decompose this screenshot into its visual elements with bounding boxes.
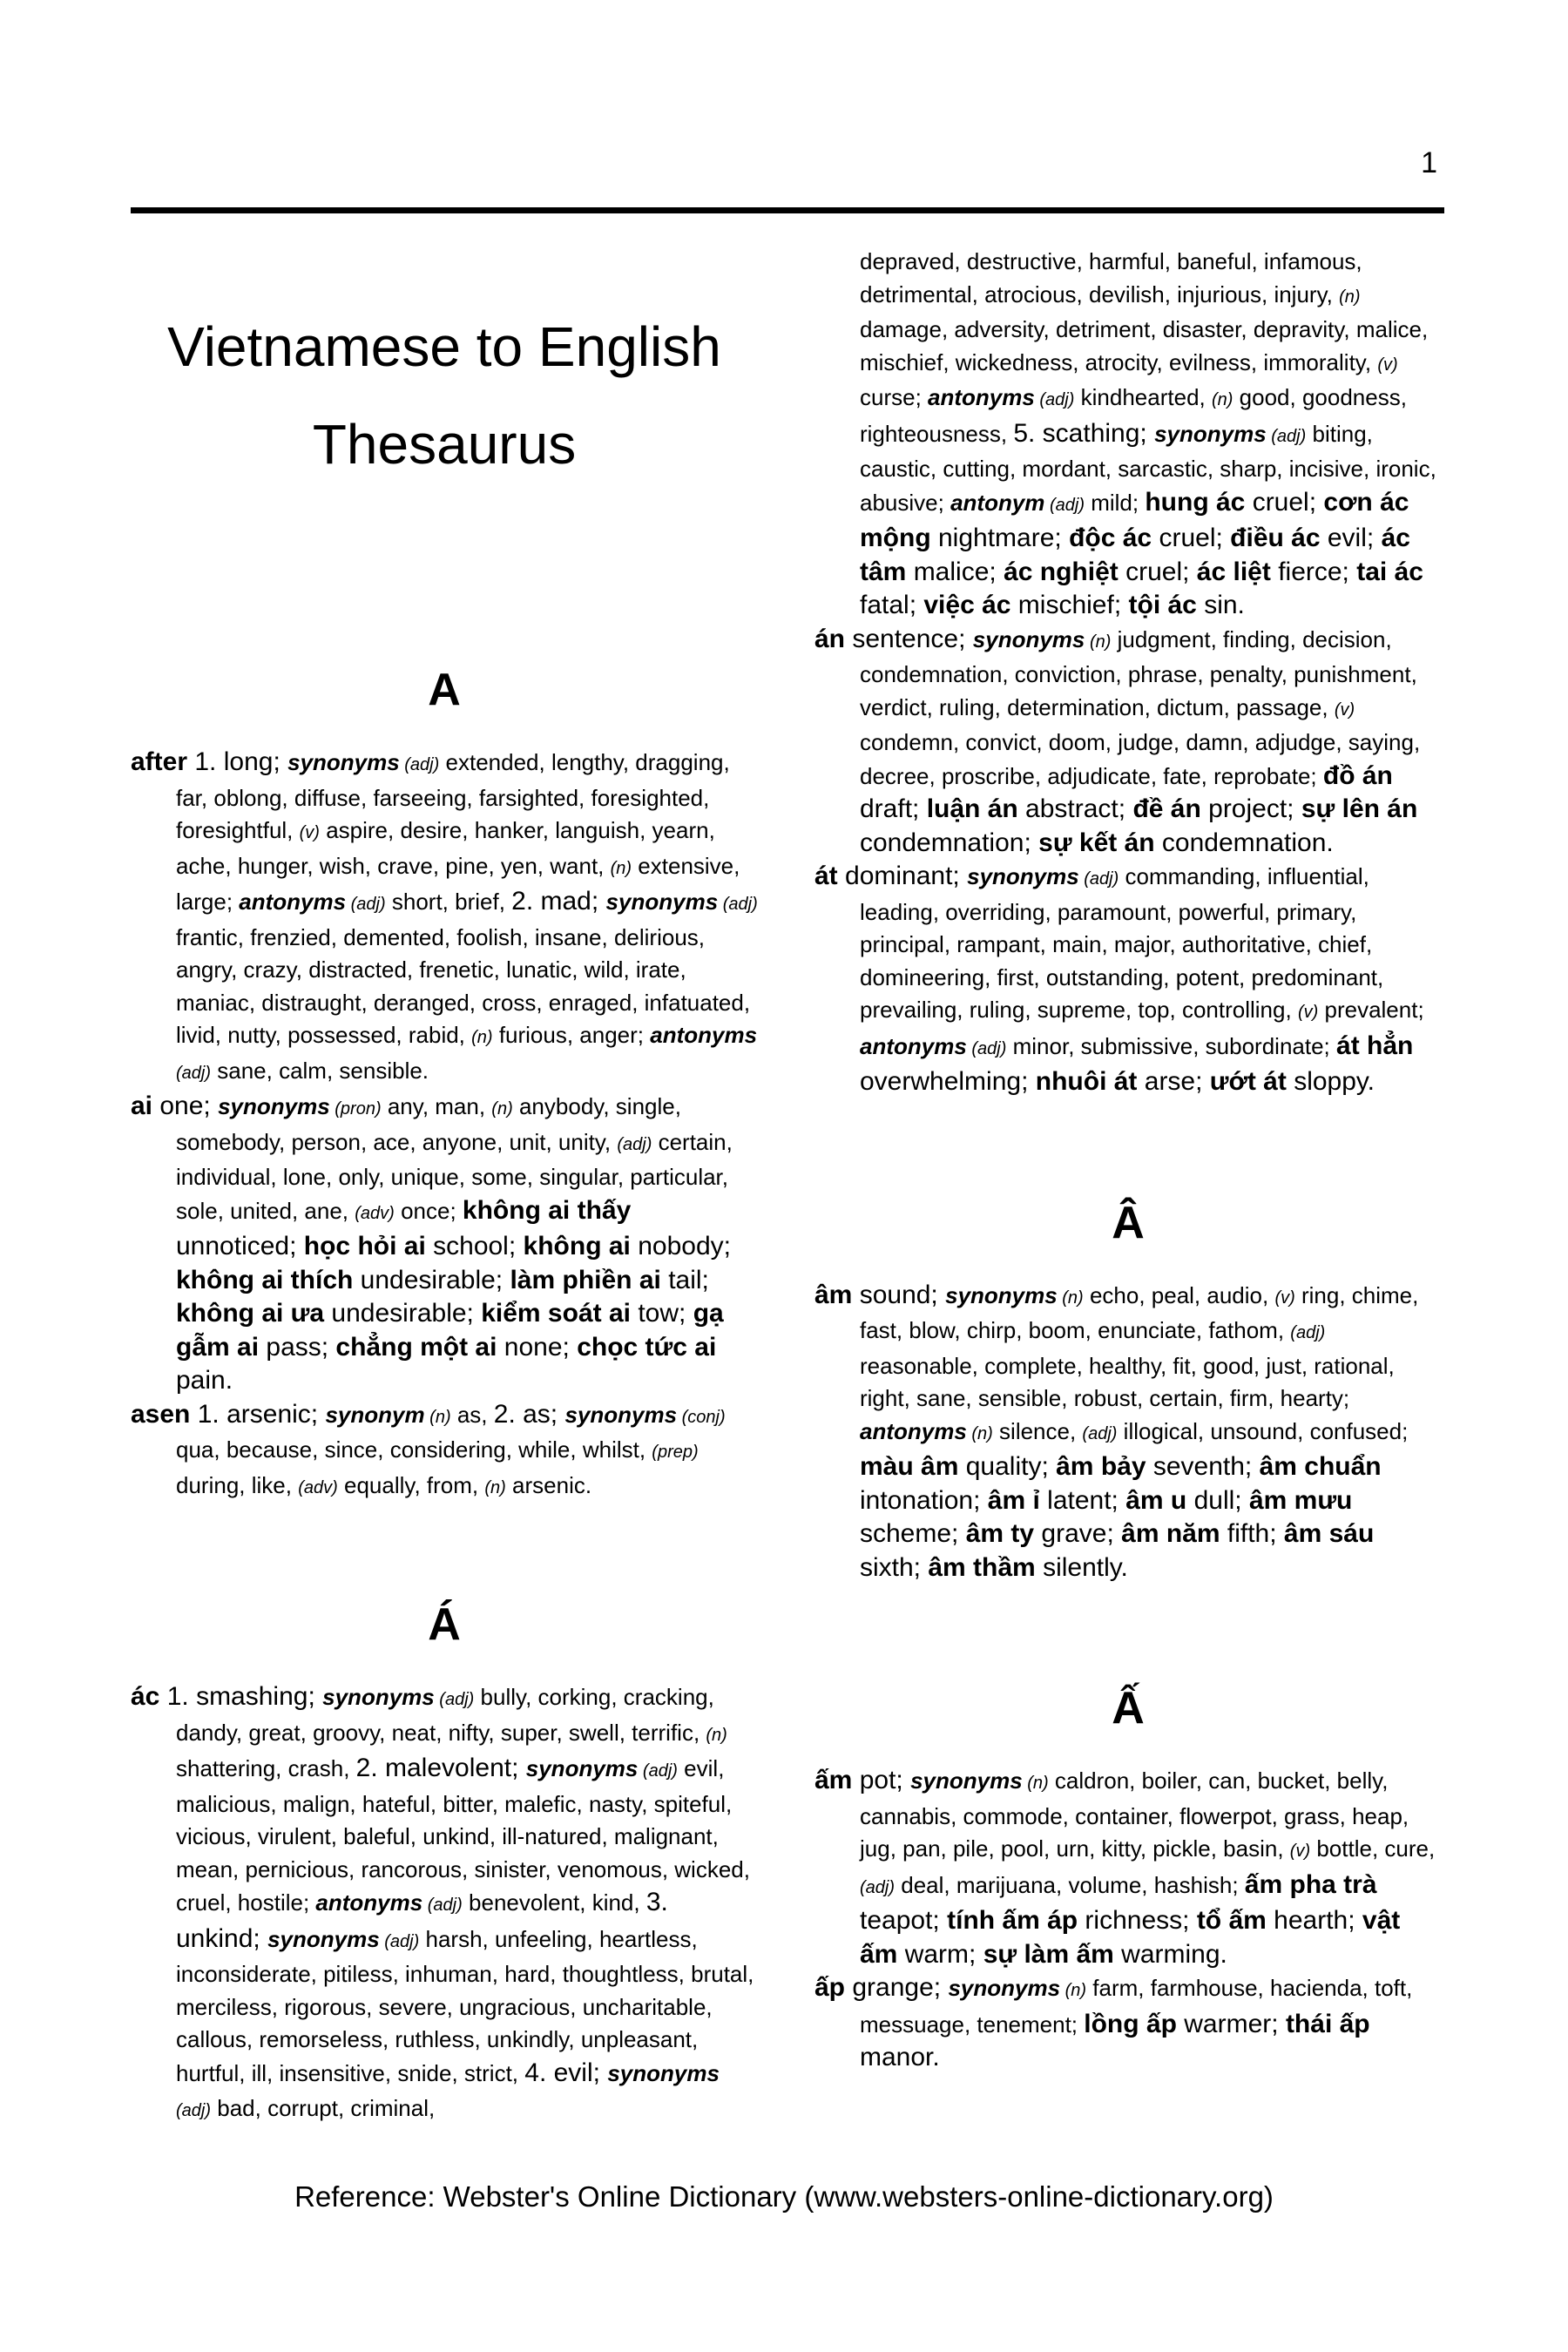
sense-text: pain. — [176, 1366, 233, 1395]
vietnamese-phrase: kiểm soát ai — [481, 1299, 631, 1328]
definition-text: any, man, — [381, 1093, 492, 1119]
definition-text: echo, peal, audio, — [1083, 1281, 1275, 1308]
synonyms-label: antonym — [950, 489, 1045, 516]
definition-text: prevalent; — [1318, 997, 1424, 1023]
vietnamese-phrase: gạ gẫm ai — [176, 1299, 724, 1362]
vietnamese-phrase: không ai — [523, 1232, 631, 1260]
part-of-speech: (n) — [706, 1725, 727, 1745]
vietnamese-phrase: âm ỉ — [987, 1485, 1040, 1515]
synonyms-label: antonyms — [928, 384, 1035, 410]
sense-text: pot; — [852, 1766, 911, 1794]
sense-text: hearth; — [1266, 1906, 1362, 1935]
part-of-speech: (adj) — [860, 1877, 896, 1897]
sense-text: nightmare; — [930, 524, 1070, 552]
sense-text: sentence; — [845, 624, 973, 653]
part-of-speech: (adj) — [638, 1761, 678, 1781]
part-of-speech: (adj) — [1082, 1423, 1118, 1443]
sense-text: nobody; — [630, 1232, 731, 1260]
synonyms-label: synonyms — [945, 1281, 1058, 1308]
sense-text: school; — [425, 1232, 524, 1260]
vietnamese-phrase: cơn ác mộng — [860, 487, 1409, 552]
synonyms-label: synonyms — [607, 2059, 720, 2086]
definition-text: reasonable, complete, healthy, fit, good, just, rational, right, sane, sensible, robust, certain, firm, hearty; — [860, 1352, 1395, 1411]
synonyms-label: antonyms — [860, 1417, 967, 1444]
headword: án — [814, 624, 846, 653]
section-heading: A — [428, 665, 461, 715]
dictionary-entry — [131, 746, 758, 1090]
definition-text: arsenic. — [505, 1471, 592, 1498]
vietnamese-phrase: âm u — [1125, 1485, 1187, 1515]
sense-text: fierce; — [1270, 557, 1357, 586]
part-of-speech: (n) — [610, 858, 632, 878]
vietnamese-phrase: điều ác — [1230, 524, 1321, 552]
part-of-speech: (adv) — [298, 1477, 338, 1497]
vietnamese-phrase: sự làm ấm — [983, 1939, 1114, 1969]
entry-continuation — [814, 246, 1442, 623]
vietnamese-phrase: tính ấm áp — [947, 1906, 1078, 1935]
synonyms-label: synonyms — [1154, 420, 1267, 447]
sense-text: grave; — [1034, 1519, 1122, 1548]
definition-text: extensive, large; — [176, 852, 740, 915]
definition-text: as, — [450, 1401, 494, 1428]
synonyms-label: synonyms — [525, 1755, 639, 1781]
vietnamese-phrase: đề án — [1132, 794, 1201, 823]
vietnamese-phrase: âm chuẩn — [1259, 1452, 1382, 1481]
vietnamese-phrase: âm sáu — [1283, 1519, 1375, 1548]
definition-text: caldron, boiler, can, bucket, belly, cannabis, commode, container, flowerpot, grass, heap, jug, pan, pile, pool, urn, kitty, pickle, basin, — [860, 1767, 1409, 1862]
sense-text: arse; — [1137, 1067, 1210, 1096]
sense-text: teapot; — [860, 1906, 948, 1935]
part-of-speech: (adj) — [966, 1038, 1007, 1058]
part-of-speech: (n) — [424, 1407, 451, 1427]
part-of-speech: (n) — [1022, 1774, 1049, 1793]
definition-text: curse; — [860, 384, 929, 410]
vietnamese-phrase: âm mưu — [1248, 1485, 1353, 1515]
part-of-speech: (n) — [1211, 390, 1233, 409]
sense-text: 2. as; — [493, 1399, 565, 1429]
sense-text: 1. long; — [187, 747, 288, 776]
part-of-speech: (adj) — [1078, 869, 1119, 889]
sense-text: cruel; — [1118, 557, 1197, 586]
title-block — [131, 246, 758, 664]
synonyms-label: synonyms — [267, 1925, 380, 1952]
sense-text: tail; — [660, 1265, 709, 1294]
vietnamese-phrase: chẳng một ai — [335, 1332, 497, 1362]
sense-text: quality; — [958, 1452, 1057, 1481]
headword: âm — [814, 1280, 853, 1309]
sense-text: manor. — [860, 2043, 940, 2072]
definition-text: deal, marijuana, volume, hashish; — [895, 1871, 1245, 1898]
part-of-speech: (adj) — [422, 1896, 463, 1915]
sense-text: 2. mad; — [511, 887, 606, 916]
sense-text: cruel; — [1245, 487, 1324, 517]
sense-text: draft; — [860, 794, 927, 823]
vietnamese-phrase: sự lên án — [1301, 794, 1418, 823]
synonyms-label: synonyms — [322, 1684, 435, 1710]
vietnamese-phrase: ấm pha trà — [1244, 1869, 1377, 1899]
sense-text: 1. smashing; — [159, 1682, 323, 1711]
part-of-speech: (n) — [1339, 287, 1361, 307]
sense-text: one; — [152, 1092, 219, 1120]
headword: ác — [131, 1682, 160, 1711]
definition-text: aspire, desire, hanker, languish, yearn, ache, hunger, wish, crave, pine, yen, want, — [176, 817, 715, 879]
vietnamese-phrase: tai ác — [1356, 557, 1423, 586]
dictionary-entry — [814, 623, 1442, 861]
header-rule — [131, 207, 1444, 213]
definition-text: condemn, convict, doom, judge, damn, adjudge, saying, decree, proscribe, adjudicate, fate, reprobate; — [860, 729, 1421, 789]
headword: asen — [131, 1399, 191, 1429]
sense-text: sound; — [852, 1280, 946, 1309]
vietnamese-phrase: làm phiền ai — [510, 1265, 661, 1294]
definition-text: bottle, cure, — [1310, 1835, 1436, 1862]
part-of-speech: (adv) — [355, 1203, 395, 1223]
page-number: 1 — [1421, 146, 1437, 179]
sense-text: none; — [497, 1332, 578, 1362]
sense-text: condemnation; — [860, 828, 1039, 857]
sense-text: intonation; — [860, 1485, 988, 1515]
sense-text: seventh; — [1146, 1452, 1260, 1481]
definition-text: good, goodness, righteousness, — [860, 384, 1407, 447]
part-of-speech: (n) — [1060, 1981, 1087, 2000]
definition-text: qua, because, since, considering, while, whilst, — [176, 1436, 652, 1463]
vietnamese-phrase: ác liệt — [1196, 557, 1271, 586]
part-of-speech: (pron) — [329, 1099, 382, 1119]
headword: after — [131, 747, 188, 776]
vietnamese-phrase: không ai ưa — [176, 1299, 325, 1328]
definition-text: bully, corking, cracking, dandy, great, groovy, neat, nifty, super, swell, terrific, — [176, 1684, 714, 1746]
part-of-speech: (adj) — [379, 1931, 420, 1951]
synonyms-label: antonyms — [315, 1889, 423, 1916]
sense-text: sixth; — [860, 1552, 929, 1582]
definition-text: biting, caustic, cutting, mordant, sarcastic, sharp, incisive, ironic, abusive; — [860, 420, 1436, 516]
vietnamese-phrase: sự kết án — [1038, 828, 1155, 857]
headword: ai — [131, 1092, 153, 1120]
vietnamese-phrase: chọc tức ai — [577, 1332, 717, 1362]
vietnamese-phrase: ướt át — [1209, 1067, 1287, 1096]
vietnamese-phrase: ác tâm — [860, 524, 1410, 586]
definition-text: evil, malicious, malign, hateful, bitter, malefic, nasty, spiteful, vicious, virulent, baleful, unkind, ill-natured, malignant, mean, pernicious, rancorous, sinister, venomous, wicked, cruel, hostile; — [176, 1755, 750, 1916]
synonyms-label: synonyms — [218, 1093, 330, 1119]
definition-text: damage, adversity, detriment, disaster, depravity, malice, mischief, wickedness, atrocity, evilness, immorality, — [860, 316, 1429, 375]
part-of-speech: (n) — [966, 1423, 993, 1443]
vietnamese-phrase: lồng ấp — [1084, 2009, 1177, 2038]
left-column — [131, 246, 758, 2128]
headword: ấm — [814, 1766, 853, 1794]
part-of-speech: (n) — [484, 1477, 506, 1497]
sense-text: tow; — [630, 1299, 693, 1328]
synonyms-label: synonyms — [948, 1975, 1061, 2001]
sense-text: dull; — [1186, 1485, 1249, 1515]
vietnamese-phrase: vật ấm — [860, 1906, 1401, 1969]
headword: át — [814, 862, 838, 890]
part-of-speech: (v) — [299, 823, 320, 842]
right-column-body — [814, 246, 1442, 2075]
definition-text: silence, — [992, 1417, 1083, 1444]
sense-text: fifth; — [1220, 1519, 1284, 1548]
vietnamese-phrase: màu âm — [860, 1452, 959, 1481]
dictionary-entry — [814, 860, 1442, 1099]
definition-text: extended, lengthy, dragging, far, oblong, diffuse, farseeing, farsighted, foresighted, foresightful, — [176, 749, 730, 843]
dictionary-entry — [814, 1971, 1442, 2075]
section-heading: Ấ — [1112, 1683, 1145, 1734]
definition-text: equally, from, — [337, 1471, 485, 1498]
sense-text: abstract; — [1017, 794, 1133, 823]
part-of-speech: (adj) — [346, 895, 386, 914]
sense-text: 2. malevolent; — [355, 1754, 526, 1782]
dictionary-entry — [131, 1680, 758, 2128]
sense-text: sin. — [1196, 591, 1245, 619]
title-line-1: Vietnamese to English — [167, 315, 721, 378]
vietnamese-phrase: không ai thích — [176, 1265, 354, 1294]
definition-text: certain, individual, lone, only, unique, some, singular, particular, sole, united, ane, — [176, 1128, 733, 1224]
headword: ấp — [814, 1973, 846, 2002]
synonyms-label: synonyms — [564, 1401, 678, 1428]
part-of-speech: (adj) — [1266, 426, 1307, 446]
definition-text: short, brief, — [385, 889, 512, 915]
definition-text: harsh, unfeeling, heartless, inconsiderate, pitiless, inhuman, hard, thoughtless, brutal, merciless, rigorous, severe, ungracious, uncharitable, callous, remorseless, ruthless, unkindly, unpleasant, hurtful, ill, insensitive, snide, strict, — [176, 1925, 754, 2086]
definition-text: once; — [394, 1197, 463, 1224]
vietnamese-phrase: tội ác — [1128, 591, 1197, 619]
definition-text: farm, farmhouse, hacienda, toft, messuage, tenement; — [860, 1975, 1413, 2038]
part-of-speech: (adj) — [1044, 495, 1085, 515]
definition-text: depraved, destructive, harmful, baneful, infamous, detrimental, atrocious, devilish, injurious, injury, — [860, 248, 1362, 308]
part-of-speech: (n) — [491, 1099, 513, 1119]
vietnamese-phrase: luận án — [926, 794, 1018, 823]
vietnamese-phrase: ác nghiệt — [1004, 557, 1119, 586]
vietnamese-phrase: không ai thấy — [462, 1195, 632, 1225]
definition-text: furious, anger; — [492, 1022, 651, 1048]
sense-text: project; — [1200, 794, 1301, 823]
synonyms-label: antonyms — [860, 1032, 967, 1059]
definition-text: judgment, finding, decision, condemnation, conviction, phrase, penalty, punishment, verdict, ruling, determination, dictum, passage, — [860, 625, 1417, 720]
definition-text: during, like, — [176, 1471, 299, 1498]
right-column — [814, 246, 1442, 2075]
sense-text: 1. arsenic; — [190, 1399, 326, 1429]
vietnamese-phrase: âm bảy — [1056, 1452, 1146, 1481]
synonyms-label: synonyms — [967, 863, 1079, 889]
definition-text: mild; — [1085, 489, 1146, 516]
definition-text: sane, calm, sensible. — [211, 1057, 429, 1084]
part-of-speech: (adj) — [399, 755, 440, 774]
definition-text: ring, chime, fast, blow, chirp, boom, enunciate, fathom, — [860, 1281, 1419, 1343]
left-column-body — [131, 664, 758, 2128]
part-of-speech: (v) — [1377, 355, 1398, 375]
sense-text: condemnation. — [1154, 828, 1334, 857]
sense-text: silently. — [1035, 1552, 1128, 1582]
sense-text: dominant; — [837, 862, 968, 890]
sense-text: warming. — [1113, 1939, 1227, 1969]
vietnamese-phrase: âm thầm — [928, 1552, 1036, 1582]
part-of-speech: (adj) — [718, 895, 758, 914]
sense-text: malice; — [906, 557, 1004, 586]
vietnamese-phrase: việc ác — [923, 591, 1011, 619]
synonyms-label: antonyms — [650, 1022, 758, 1048]
section-heading: Á — [428, 1599, 461, 1650]
vietnamese-phrase: át hẳn — [1336, 1031, 1414, 1060]
synonyms-label: synonyms — [605, 889, 719, 915]
sense-text: undesirable; — [324, 1299, 482, 1328]
vietnamese-phrase: học hỏi ai — [303, 1232, 426, 1260]
sense-text: 4. evil; — [524, 2058, 608, 2087]
part-of-speech: (v) — [1289, 1842, 1311, 1861]
definition-text: minor, submissive, subordinate; — [1006, 1032, 1337, 1059]
title-line-2: Thesaurus — [312, 413, 577, 476]
sense-text: cruel; — [1152, 524, 1231, 552]
dictionary-entry — [814, 1764, 1442, 1971]
sense-text: overwhelming; — [860, 1067, 1036, 1096]
part-of-speech: (v) — [1274, 1288, 1295, 1308]
vietnamese-phrase: đồ án — [1322, 760, 1393, 790]
synonyms-label: synonym — [325, 1401, 425, 1428]
part-of-speech: (v) — [1334, 700, 1355, 720]
vietnamese-phrase: âm ty — [965, 1519, 1035, 1548]
part-of-speech: (adj) — [176, 2101, 212, 2120]
sense-text: grange; — [845, 1973, 949, 2002]
definition-text: frantic, frenzied, demented, foolish, insane, delirious, angry, crazy, distracted, frenetic, lunatic, wild, irate, maniac, distraught, deranged, cross, enraged, infatuated, livid, nutty, possessed, rabid, — [176, 923, 751, 1048]
sense-text: unnoticed; — [176, 1232, 304, 1260]
definition-text: kindhearted, — [1074, 384, 1212, 410]
part-of-speech: (adj) — [1034, 390, 1075, 409]
part-of-speech: (adj) — [176, 1063, 212, 1083]
part-of-speech: (n) — [1085, 632, 1112, 652]
sense-text: latent; — [1039, 1485, 1126, 1515]
vietnamese-phrase: độc ác — [1069, 524, 1152, 552]
part-of-speech: (n) — [1057, 1288, 1084, 1308]
definition-text: benevolent, kind, — [462, 1889, 646, 1916]
vietnamese-phrase: âm năm — [1121, 1519, 1220, 1548]
sense-text: undesirable; — [353, 1265, 510, 1294]
sense-text: fatal; — [860, 591, 924, 619]
vietnamese-phrase: tổ ấm — [1196, 1906, 1267, 1935]
footer-reference: Reference: Webster's Online Dictionary (www.websters-online-dictionary.org) — [294, 2180, 1274, 2213]
sense-text: mischief; — [1010, 591, 1129, 619]
dictionary-entry — [131, 1090, 758, 1398]
definition-text: bad, corrupt, criminal, — [211, 2095, 436, 2121]
vietnamese-phrase: nhuôi át — [1035, 1067, 1138, 1096]
section-heading: Â — [1112, 1197, 1145, 1248]
dictionary-entry — [814, 1279, 1442, 1585]
synonyms-label: synonyms — [972, 625, 1085, 652]
definition-text: commanding, influential, leading, overriding, paramount, powerful, primary, principal, rampant, main, major, authoritative, chief, domineering, first, outstanding, potent, predominant, prevailing, ruling, supreme, top, controlling, — [860, 863, 1384, 1023]
sense-text: 3. unkind; — [176, 1888, 668, 1953]
part-of-speech: (adj) — [1290, 1323, 1326, 1342]
part-of-speech: (conj) — [677, 1407, 726, 1427]
part-of-speech: (adj) — [434, 1690, 475, 1709]
sense-text: richness; — [1078, 1906, 1197, 1935]
vietnamese-phrase: hung ác — [1145, 487, 1246, 517]
sense-text: scheme; — [860, 1519, 966, 1548]
definition-text: anybody, single, somebody, person, ace, anyone, unit, unity, — [176, 1093, 681, 1155]
sense-text: 5. scathing; — [1013, 418, 1155, 448]
sense-text: warm; — [897, 1939, 983, 1969]
vietnamese-phrase: thái ấp — [1285, 2009, 1370, 2038]
sense-text: sloppy. — [1286, 1067, 1375, 1096]
synonyms-label: synonyms — [287, 749, 400, 775]
part-of-speech: (v) — [1297, 1003, 1319, 1022]
definition-text: shattering, crash, — [176, 1755, 356, 1781]
sense-text: pass; — [259, 1332, 336, 1362]
synonyms-label: antonyms — [239, 889, 347, 915]
part-of-speech: (n) — [471, 1028, 493, 1047]
part-of-speech: (prep) — [652, 1443, 699, 1462]
definition-text: illogical, unsound, confused; — [1117, 1417, 1409, 1444]
dictionary-entry — [131, 1398, 758, 1505]
sense-text: warmer; — [1176, 2009, 1286, 2038]
part-of-speech: (adj) — [617, 1134, 652, 1154]
sense-text: evil; — [1320, 524, 1382, 552]
synonyms-label: synonyms — [910, 1767, 1023, 1794]
